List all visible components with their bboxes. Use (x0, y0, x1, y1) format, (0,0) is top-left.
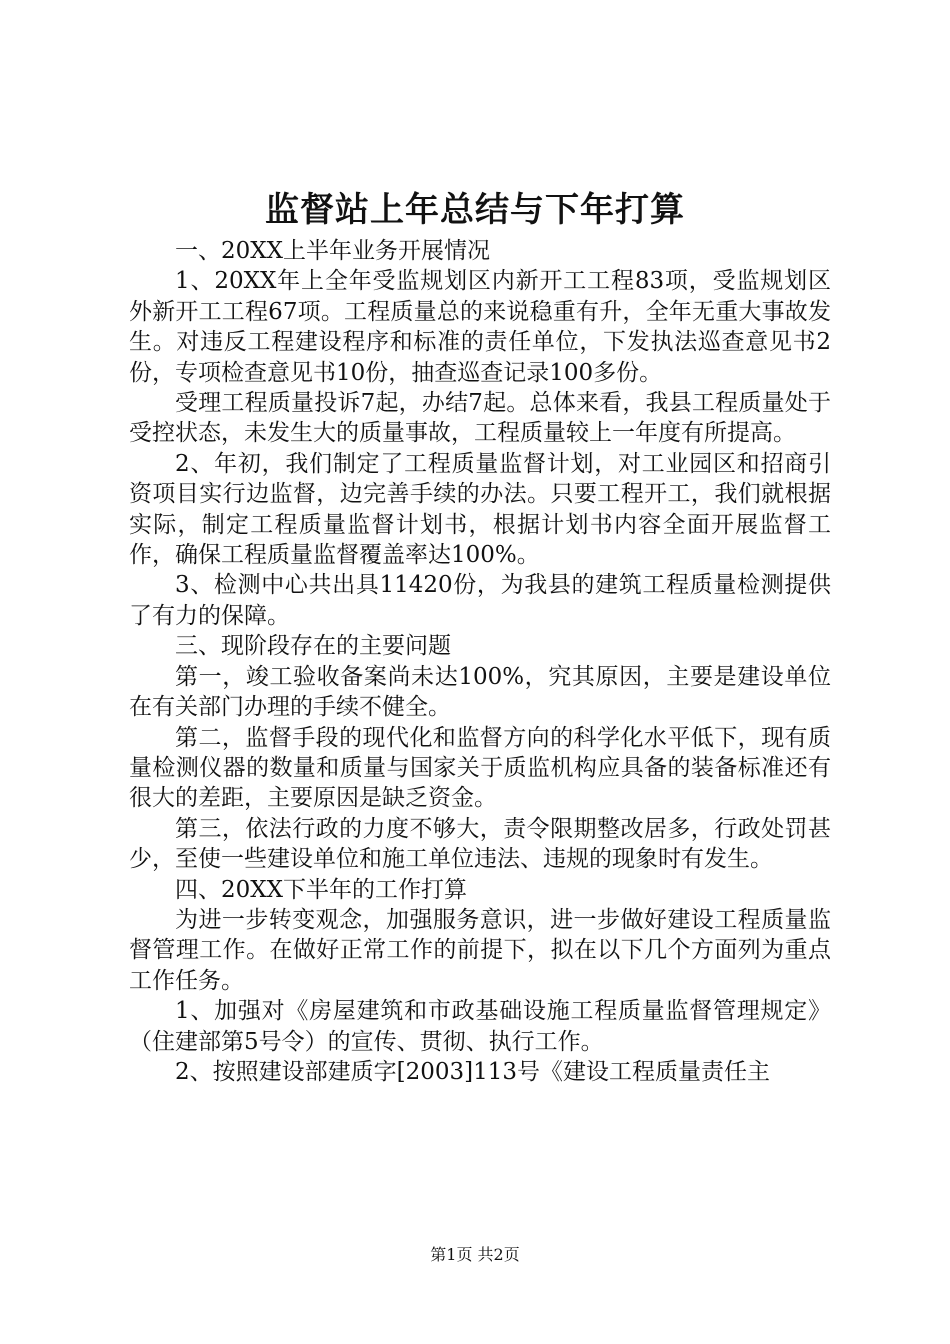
paragraph: 1、20XX年上全年受监规划区内新开工工程83项，受监规划区外新开工工程67项。工程质量总的来说稳重有升，全年无重大事故发生。对违反工程建设程序和标准的责任单位，下发执法巡查意见书2份，专项检查意见书10份，抽查巡查记录100多份。 (129, 268, 831, 386)
paragraph: 第三，依法行政的力度不够大，责令限期整改居多，行政处罚甚少，至使一些建设单位和施工单位违法、违规的现象时有发生。 (129, 815, 831, 873)
document-title: 监督站上年总结与下年打算 (265, 190, 685, 230)
paragraph: 3、检测中心共出具11420份，为我县的建筑工程质量检测提供了有力的保障。 (129, 572, 831, 629)
document-body (129, 236, 831, 1087)
section-heading-4: 四、20XX下半年的工作打算 (175, 876, 468, 903)
paragraph: 2、年初，我们制定了工程质量监督计划，对工业园区和招商引资项目实行边监督，边完善手续的办法。只要工程开工，我们就根据实际，制定工程质量监督计划书，根据计划书内容全面开展监督工作，确保工程质量监督覆盖率达100%。 (129, 450, 831, 569)
paragraph: 1、加强对《房屋建筑和市政基础设施工程质量监督管理规定》（住建部第5号令）的宣传、贯彻、执行工作。 (129, 998, 831, 1055)
section-heading-3: 三、现阶段存在的主要问题 (175, 633, 451, 660)
paragraph: 2、按照建设部建质字[2003]113号《建设工程质量责任主 (175, 1058, 771, 1085)
paragraph: 受理工程质量投诉7起，办结7起。总体来看，我县工程质量处于受控状态，未发生大的质量事故，工程质量较上一年度有所提高。 (129, 390, 831, 447)
page-number-footer: 第1页 共2页 (430, 1245, 520, 1264)
section-heading-1: 一、20XX上半年业务开展情况 (175, 238, 491, 264)
paragraph: 第二，监督手段的现代化和监督方向的科学化水平低下，现有质量检测仪器的数量和质量与国家关于质监机构应具备的装备标准还有很大的差距，主要原因是缺乏资金。 (129, 724, 831, 812)
paragraph: 第一，竣工验收备案尚未达100%，究其原因，主要是建设单位在有关部门办理的手续不健全。 (129, 663, 831, 721)
paragraph: 为进一步转变观念，加强服务意识，进一步做好建设工程质量监督管理工作。在做好正常工作的前提下，拟在以下几个方面列为重点工作任务。 (129, 906, 831, 994)
